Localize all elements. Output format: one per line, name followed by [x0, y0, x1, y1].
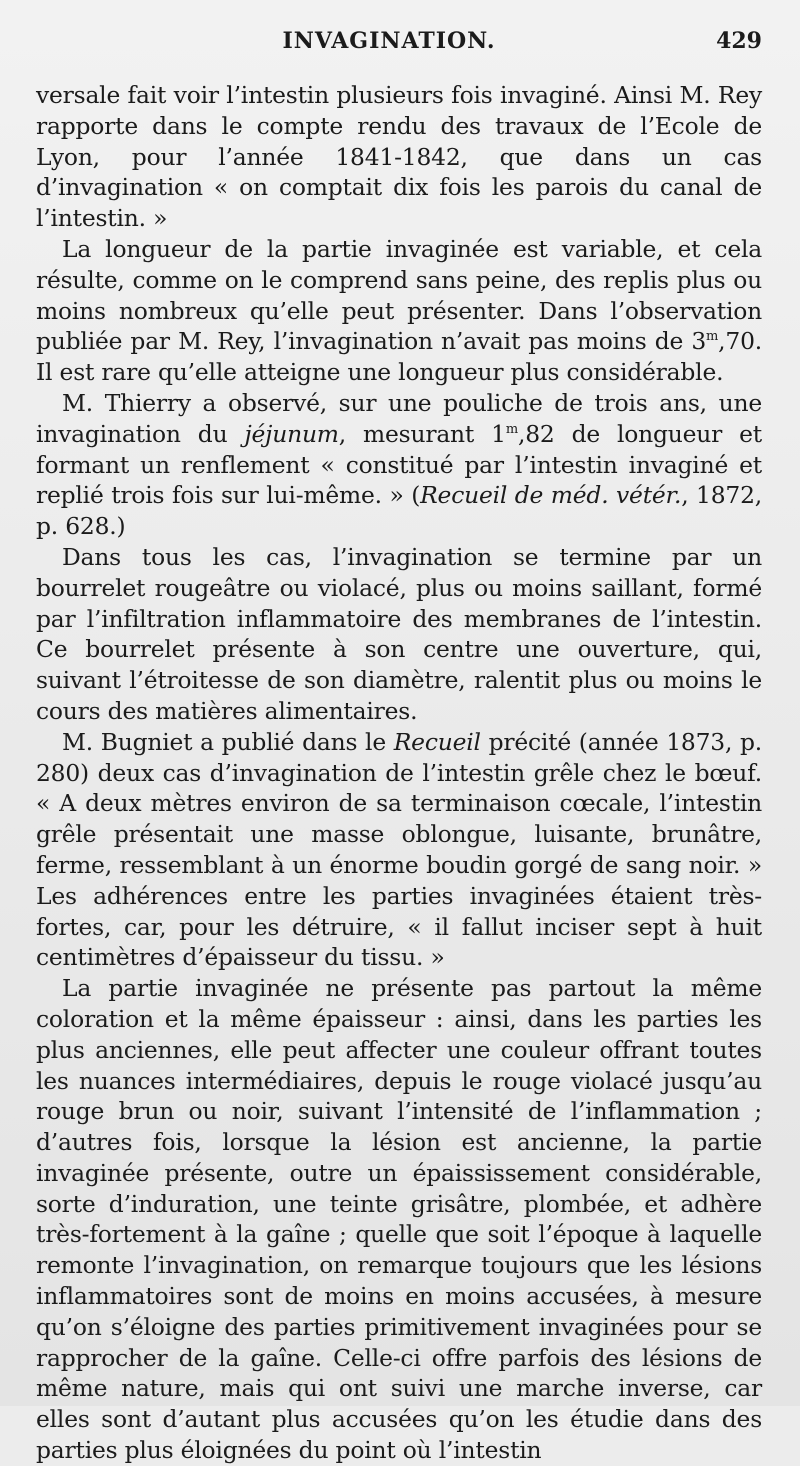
italic-text: jéjunum — [244, 419, 339, 448]
text-segment: Dans tous les cas, l’invagination se termine par un bourrelet rougeâtre ou violacé, plus ou moins saillant, formé par l’infiltration inflammatoire des membranes de l’intestin. Ce bourrelet présente à son centre une ouverture, qui, suivant l’étroitesse de son diamètre, ralentit plus ou moins le cours des matières alimentaires. — [36, 542, 762, 725]
paragraph-p1 — [36, 80, 762, 234]
italic-text: Recueil — [393, 727, 481, 756]
text-segment: , mesurant 1 — [338, 419, 506, 448]
page-number: 429 — [716, 28, 762, 54]
text-segment: ,82 de longueur et formant un renflement « constitué par l’intestin invaginé et replié trois fois sur lui-même. » ( — [36, 419, 763, 510]
text-segment: M. Bugniet a publié dans le — [62, 727, 394, 756]
body-text — [36, 80, 762, 1466]
paragraph-p3 — [36, 388, 762, 542]
superscript-unit: m — [505, 421, 518, 437]
text-segment: , 1872, p. 628.) — [36, 481, 762, 541]
text-segment: La partie invaginée ne présente pas partout la même coloration et la même épaisseur : ainsi, dans les parties les plus anciennes, elle peut affecter une couleur offrant toutes les nuances intermédiaires, depuis le rouge violacé jusqu’au rouge brun ou noir, suivant l’intensité de l’inflammation ; d’autres fois, lorsque la lésion est ancienne, la partie invaginée présente, outre un épaississement considérable, sorte d’induration, une teinte grisâtre, plombée, et adhère très-fortement à la gaîne ; quelle que soit l’époque à laquelle remonte l’invagination, on remarque toujours que les lésions inflammatoires sont de moins en moins accusées, à mesure qu’on s’éloigne des parties primitivement invaginées pour se rapprocher de la gaîne. Celle-ci offre parfois des lésions de même nature, mais qui ont suivi une marche inverse, car elles sont d’autant plus accusées qu’on les étudie dans des parties plus éloignées du point où l’intestin — [36, 974, 762, 1465]
page-header — [36, 28, 762, 74]
running-title: INVAGINATION. — [282, 28, 496, 54]
italic-text: Recueil de méd. vétér. — [420, 481, 682, 510]
paragraph-p4 — [36, 542, 762, 727]
text-segment: M. Thierry a observé, sur une pouliche de trois ans, une invagination du — [36, 388, 762, 448]
text-segment: versale fait voir l’intestin plusieurs fois invaginé. Ainsi M. Rey rapporte dans le compte rendu des travaux de l’Ecole de Lyon, pour l’année 1841-1842, que dans un cas d’invagination « on comptait dix fois les parois du canal de l’intestin. » — [36, 81, 762, 233]
text-segment: La longueur de la partie invaginée est variable, et cela résulte, comme on le comprend sans peine, des replis plus ou moins nombreux qu’elle peut présenter. Dans l’observation publiée par M. Rey, l’invagination n’avait pas moins de 3 — [36, 234, 762, 356]
paragraph-p6 — [36, 973, 762, 1466]
paragraph-p5 — [36, 727, 762, 973]
text-segment: précité (année 1873, p. 280) deux cas d’invagination de l’intestin grêle chez le bœuf. « A deux mètres environ de sa terminaison cœcale, l’intestin grêle présentait une masse oblongue, luisante, brunâtre, ferme, ressemblant à un énorme boudin gorgé de sang noir. » Les adhérences entre les parties invaginées étaient très-fortes, car, pour les détruire, « il fallut inciser sept à huit centimètres d’épaisseur du tissu. » — [36, 727, 762, 972]
superscript-unit: m — [706, 329, 719, 345]
paragraph-p2 — [36, 234, 762, 388]
text-segment: ,70. Il est rare qu’elle atteigne une longueur plus considérable. — [36, 327, 762, 387]
